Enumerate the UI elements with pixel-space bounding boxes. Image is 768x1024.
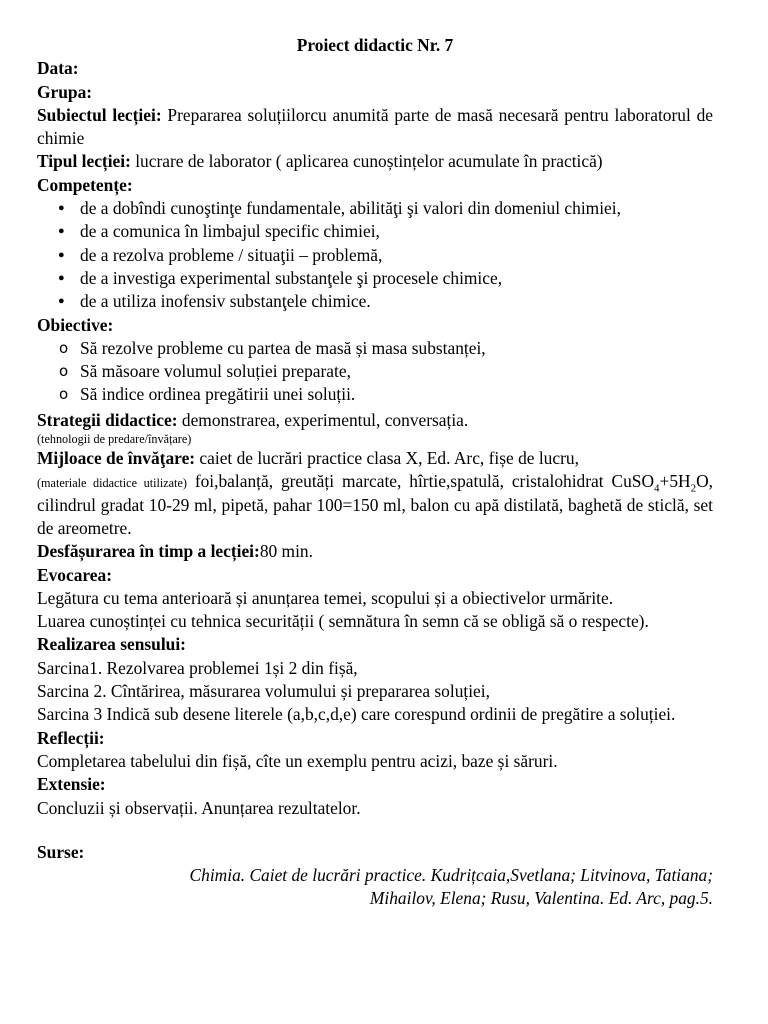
tipul-label: Tipul lecției:: [37, 151, 131, 172]
realizarea-label: Realizarea sensului:: [37, 634, 186, 655]
list-item: ● de a utiliza inofensiv substanţele chimice.: [37, 290, 713, 313]
formula-part-b: +5H: [659, 471, 691, 492]
source-line-1: Chimia. Caiet de lucrări practice. Kudrițcaia,Svetlana; Litvinova, Tatiana;: [189, 865, 713, 886]
evocarea-p1: Legătura cu tema anterioară și anunțarea temei, scopului și a obiectivelor urmărite.: [37, 587, 614, 608]
list-item: o Să rezolve probleme cu partea de masă și masa substanței,: [37, 337, 713, 360]
realizarea-line-3: Sarcina 3 Indică sub desene literele (a,b,c,d,e) care corespund ordinii de pregătire a soluției.: [37, 704, 676, 725]
formula-subscript-2: 2: [690, 482, 697, 495]
list-item: ● de a dobîndi cunoştinţe fundamentale, abilităţi şi valori din domeniul chimiei,: [37, 197, 713, 220]
mijloace-text1: caiet de lucrări practice clasa X, Ed. Arc, fișe de lucru,: [195, 448, 579, 469]
desfasurarea-text: 80 min.: [259, 541, 313, 562]
formula-part-c: O, cilindrul gradat 10-29 ml, pipetă, pahar 100=150 ml, balon cu apă distilată, baghetă de sticlă, set de areometre.: [37, 471, 713, 538]
document-title: Proiect didactic Nr. 7: [296, 35, 454, 55]
formula-subscript-1: 4: [654, 482, 660, 495]
tipul-line: [37, 150, 713, 173]
strategii-note: (tehnologii de predare/învățare): [37, 432, 192, 447]
desfasurarea-line: [37, 540, 713, 563]
evocarea-p2: Luarea cunoștinței cu tehnica securității ( semnătura în semn că se obligă să o respecte).: [37, 611, 649, 632]
competente-list: [37, 197, 713, 313]
reflectii-label: Reflecții:: [37, 727, 105, 748]
extensie-label: Extensie:: [37, 774, 106, 795]
subiect-text: Prepararea soluțiilorcu anumită parte de masă necesară pentru laboratorul de chimie: [37, 104, 713, 149]
evocarea-label: Evocarea:: [37, 564, 113, 585]
strategii-text: demonstrarea, experimentul, conversația.: [177, 409, 469, 430]
subiect-line: [37, 104, 713, 151]
grupa-label: Grupa:: [37, 81, 93, 102]
competente-label: Competențe:: [37, 174, 133, 195]
obiective-label: Obiective:: [37, 314, 114, 335]
strategii-line: [37, 409, 713, 432]
extensie-text: Concluzii și observații. Anunțarea rezultatelor.: [37, 797, 361, 818]
data-label: Data:: [37, 58, 79, 79]
mijloace-text2: foi,balanță, greutăți marcate, hîrtie,spatulă, cristalohidrat: [186, 471, 612, 492]
desfasurarea-label: Desfășurarea în timp a lecției:: [37, 541, 260, 562]
reflectii-text: Completarea tabelului din fișă, cîte un exemplu pentru acizi, baze și săruri.: [37, 750, 558, 771]
list-item: ● de a rezolva probleme / situaţii – problemă,: [37, 244, 713, 267]
list-item: o Să măsoare volumul soluției preparate,: [37, 360, 713, 383]
strategii-label: Strategii didactice:: [37, 409, 178, 430]
document-page: [37, 34, 713, 911]
list-item: ● de a comunica în limbajul specific chimiei,: [37, 220, 713, 243]
obiective-list: [37, 337, 713, 407]
mijloace-note: (materiale didactice utilizate): [37, 476, 187, 491]
surse-label: Surse:: [37, 841, 85, 862]
source-line-2: Mihailov, Elena; Rusu, Valentina. Ed. Arc, pag.5.: [369, 888, 713, 909]
list-item: ● de a investiga experimental substanţele şi procesele chimice,: [37, 267, 713, 290]
subiect-label: Subiectul lecției:: [37, 104, 162, 125]
mijloace-label: Mijloace de învăţare:: [37, 448, 196, 469]
formula-part-a: CuSO: [611, 471, 655, 492]
section-spacer: [37, 820, 713, 841]
realizarea-line-1: Sarcina1. Rezolvarea problemei 1și 2 din fișă,: [37, 657, 358, 678]
list-item: o Să indice ordinea pregătirii unei soluții.: [37, 383, 713, 406]
realizarea-line-2: Sarcina 2. Cîntărirea, măsurarea volumului și prepararea soluției,: [37, 681, 490, 702]
mijloace-paragraph: [37, 447, 713, 540]
tipul-text: lucrare de laborator ( aplicarea cunoștințelor acumulate în practică): [130, 151, 603, 172]
